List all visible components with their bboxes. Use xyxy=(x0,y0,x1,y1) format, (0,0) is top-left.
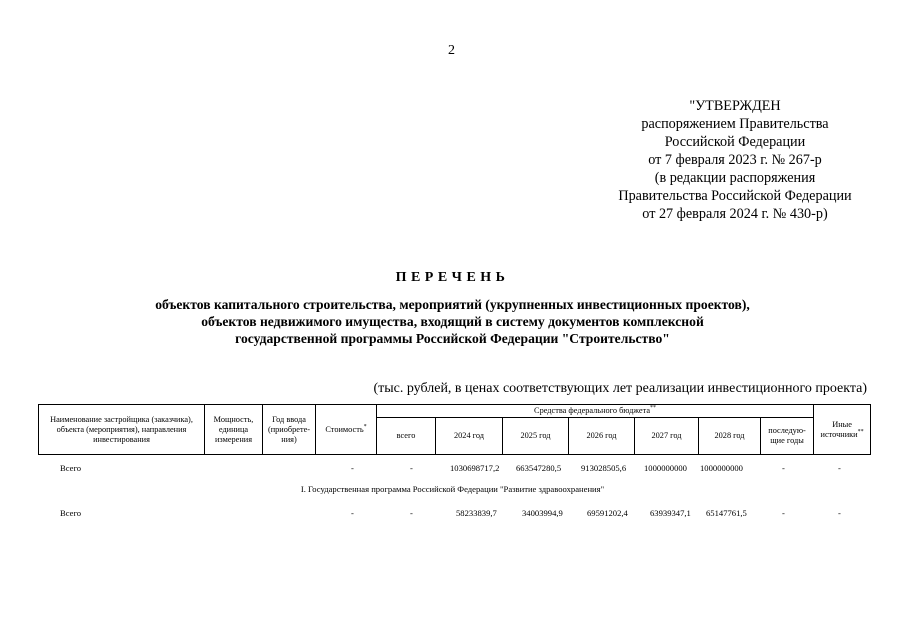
header-2028: 2028 год xyxy=(699,418,761,455)
approval-line: от 7 февраля 2023 г. № 267-р xyxy=(648,152,822,168)
header-cost-label: Стоимость xyxy=(325,424,364,434)
approval-line: "УТВЕРЖДЕН xyxy=(689,98,781,114)
units-note: (тыс. рублей, в ценах соответствующих лет реализации инвестиционного проекта) xyxy=(373,381,867,396)
row-2024: 58233839,7 xyxy=(456,508,497,518)
row-total: - xyxy=(410,508,413,518)
header-capacity: Мощность, единица измерения xyxy=(205,405,263,455)
document-title: ПЕРЕЧЕНЬ xyxy=(395,270,510,285)
approval-line: Правительства Российской Федерации xyxy=(618,188,852,204)
header-later: последую-щие годы xyxy=(761,418,814,455)
document-subtitle xyxy=(0,296,905,347)
row-later: - xyxy=(782,463,785,473)
row-2027: 63939347,1 xyxy=(650,508,691,518)
header-other-label: Иные источники xyxy=(820,419,858,439)
subtitle-line: объектов недвижимого имущества, входящий в систему документов комплексной xyxy=(201,314,704,329)
header-cost xyxy=(316,405,377,455)
header-federal-budget xyxy=(377,405,814,418)
approval-line: от 27 февраля 2024 г. № 430-р) xyxy=(642,206,828,222)
header-2025: 2025 год xyxy=(503,418,569,455)
header-federal-mark: ** xyxy=(650,405,657,412)
header-2026: 2026 год xyxy=(569,418,635,455)
row-2027: 1000000000 xyxy=(644,463,687,473)
table-row xyxy=(38,463,870,477)
row-other: - xyxy=(838,463,841,473)
section-heading: I. Государственная программа Российской Федерации "Развитие здравоохранения" xyxy=(300,484,605,494)
approval-block xyxy=(600,97,870,223)
row-2026: 69591202,4 xyxy=(587,508,628,518)
row-name: Всего xyxy=(60,463,82,473)
row-2024: 1030698717,2 xyxy=(450,463,500,473)
row-cost: - xyxy=(351,508,354,518)
header-name: Наименование застройщика (заказчика), объекта (мероприятия), направления инвестирования xyxy=(39,405,205,455)
row-2026: 913028505,6 xyxy=(581,463,627,473)
row-2028: 1000000000 xyxy=(700,463,743,473)
row-2025: 663547280,5 xyxy=(516,463,562,473)
table-row xyxy=(38,508,870,522)
approval-line: (в редакции распоряжения xyxy=(654,170,816,186)
header-2024: 2024 год xyxy=(436,418,503,455)
header-federal-label: Средства федерального бюджета xyxy=(534,406,651,415)
header-other-mark: ** xyxy=(857,428,864,435)
row-cost: - xyxy=(351,463,354,473)
approval-line: Российской Федерации xyxy=(664,134,806,150)
page-number: 2 xyxy=(448,43,455,58)
row-other: - xyxy=(838,508,841,518)
approval-line: распоряжением Правительства xyxy=(641,116,829,132)
header-cost-mark: * xyxy=(363,423,367,430)
row-total: - xyxy=(410,463,413,473)
header-other xyxy=(814,405,871,455)
subtitle-line: государственной программы Российской Федерации "Строительство" xyxy=(235,331,670,346)
header-year: Год ввода (приобрете-ния) xyxy=(263,405,316,455)
row-name: Всего xyxy=(60,508,82,518)
header-2027: 2027 год xyxy=(635,418,699,455)
table-header xyxy=(38,404,871,455)
row-later: - xyxy=(782,508,785,518)
row-2028: 65147761,5 xyxy=(706,508,747,518)
row-2025: 34003994,9 xyxy=(522,508,563,518)
header-total: всего xyxy=(377,418,436,455)
subtitle-line: объектов капитального строительства, мероприятий (укрупненных инвестиционных проектов), xyxy=(155,297,750,312)
